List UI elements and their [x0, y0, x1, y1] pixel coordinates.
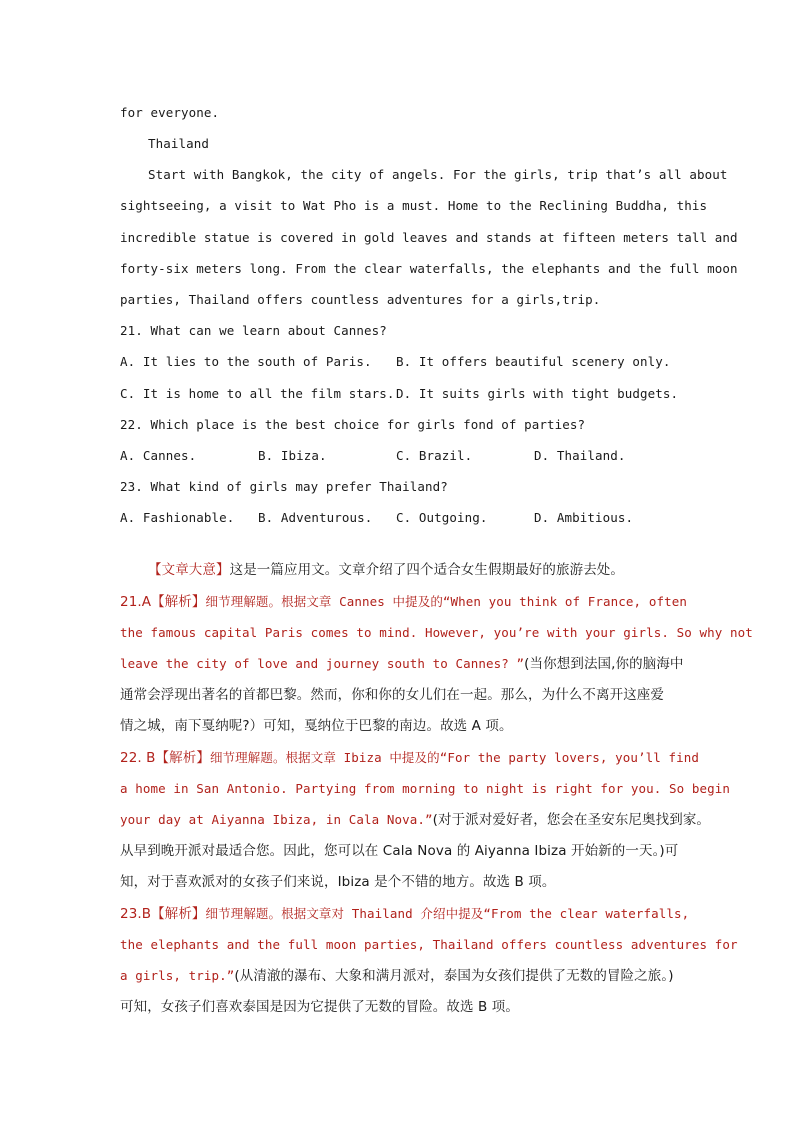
analysis-23-line	[120, 906, 690, 922]
option-a: A. Cannes.	[120, 448, 197, 463]
analysis-23-text: 细节理解题。根据文章对 Thailand 介绍中提及“From the clear waterfalls,	[205, 906, 690, 921]
analysis-22-tag: 22. B【解析】	[120, 750, 210, 766]
analysis-22-text: 细节理解题。根据文章 Ibiza 中提及的“For the party lovers, you’ll find	[209, 750, 699, 765]
question-23: 23. What kind of girls may prefer Thailand?	[120, 479, 448, 494]
option-d: D. Ambitious.	[534, 510, 634, 525]
option-a: A. Fashionable.	[120, 510, 235, 525]
passage-line: Start with Bangkok, the city of angels. For the girls, trip that’s all about	[148, 167, 728, 182]
analysis-22-line: 从早到晚开派对最适合您。因此，您可以在 Cala Nova 的 Aiyanna Ibiza 开始新的一天。)可	[120, 843, 679, 859]
analysis-22-translation: (对于派对爱好者，您会在圣安东尼奥找到家。	[432, 812, 711, 828]
analysis-21-line	[120, 656, 684, 672]
option-a: A. It lies to the south of Paris.	[120, 354, 372, 369]
passage-line: for everyone.	[120, 105, 220, 120]
analysis-23-tag: 23.B【解析】	[120, 906, 206, 922]
option-b: B. Ibiza.	[258, 448, 327, 463]
analysis-21-line: the famous capital Paris comes to mind. However, you’re with your girls. So why not	[120, 625, 753, 640]
analysis-22-line	[120, 750, 699, 766]
analysis-22-quote: your day at Aiyanna Ibiza, in Cala Nova.”	[120, 812, 433, 827]
analysis-21-tag: 21.A【解析】	[120, 594, 206, 610]
analysis-21-text: 细节理解题。根据文章 Cannes 中提及的“When you think of France, often	[205, 594, 687, 609]
analysis-21-line: 通常会浮现出著名的首都巴黎。然而，你和你的女儿们在一起。那么，为什么不离开这座爱	[120, 687, 664, 703]
summary-line	[148, 562, 676, 578]
analysis-22-line: a home in San Antonio. Partying from morning to night is right for you. So begin	[120, 781, 731, 796]
passage-line: parties, Thailand offers countless adventures for a girls,trip.	[120, 292, 601, 307]
question-21: 21. What can we learn about Cannes?	[120, 323, 387, 338]
summary-text: 这是一篇应用文。文章介绍了四个适合女生假期最好的旅游去处。	[229, 562, 625, 578]
analysis-23-line: 可知，女孩子们喜欢泰国是因为它提供了无数的冒险。故选 B 项。	[120, 999, 519, 1015]
passage-line: incredible statue is covered in gold leaves and stands at fifteen meters tall and	[120, 230, 738, 245]
analysis-23-quote: a girls, trip.”	[120, 968, 235, 983]
passage-line: sightseeing, a visit to Wat Pho is a must. Home to the Reclining Buddha, this	[120, 198, 708, 213]
analysis-21-line: 情之城，南下戛纳呢?）可知，戛纳位于巴黎的南边。故选 A 项。	[120, 718, 513, 734]
option-c: C. Outgoing.	[396, 510, 488, 525]
question-22: 22. Which place is the best choice for girls fond of parties?	[120, 417, 586, 432]
option-c: C. It is home to all the film stars.	[120, 386, 395, 401]
analysis-23-line	[120, 968, 676, 984]
summary-tag: 【文章大意】	[148, 562, 230, 578]
analysis-23-line: the elephants and the full moon parties, Thailand offers countless adventures for	[120, 937, 738, 952]
analysis-23-translation: (从清澈的瀑布、大象和满月派对，泰国为女孩们提供了无数的冒险之旅。)	[234, 968, 674, 984]
analysis-21-line	[120, 594, 687, 610]
option-b: B. Adventurous.	[258, 510, 373, 525]
analysis-22-line	[120, 812, 711, 828]
option-d: D. It suits girls with tight budgets.	[396, 386, 679, 401]
option-c: C. Brazil.	[396, 448, 473, 463]
analysis-21-quote: leave the city of love and journey south to Cannes? ”	[120, 656, 525, 671]
option-d: D. Thailand.	[534, 448, 626, 463]
analysis-22-line: 知，对于喜欢派对的女孩子们来说，Ibiza 是个不错的地方。故选 B 项。	[120, 874, 556, 890]
section-heading: Thailand	[148, 136, 210, 151]
option-b: B. It offers beautiful scenery only.	[396, 354, 671, 369]
passage-line: forty-six meters long. From the clear waterfalls, the elephants and the full moon	[120, 261, 738, 276]
analysis-21-translation: (当你想到法国,你的脑海中	[524, 656, 684, 672]
